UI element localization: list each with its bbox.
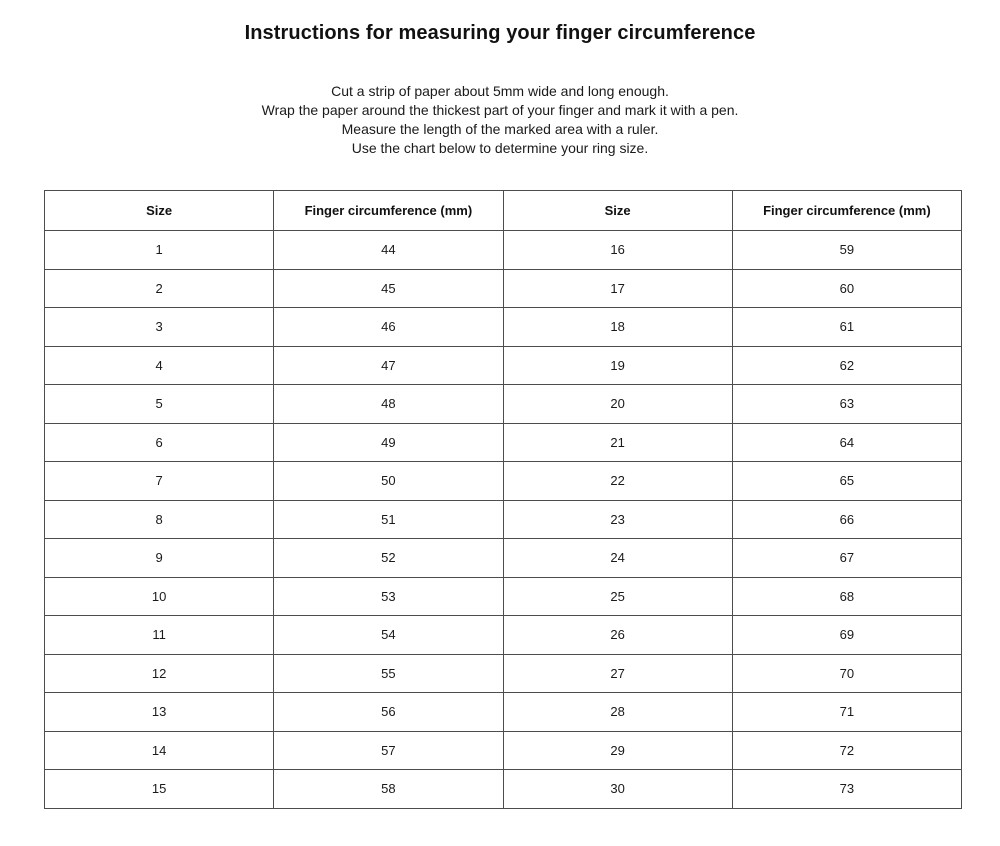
- header-row: [45, 191, 962, 231]
- table-cell: 66: [732, 500, 961, 539]
- table-cell: 53: [274, 577, 503, 616]
- table-cell: 8: [45, 500, 274, 539]
- table-cell: 14: [45, 731, 274, 770]
- table-row: [45, 385, 962, 424]
- table-cell: 5: [45, 385, 274, 424]
- table-cell: 3: [45, 308, 274, 347]
- table-cell: 55: [274, 654, 503, 693]
- table-cell: 45: [274, 269, 503, 308]
- table-cell: 23: [503, 500, 732, 539]
- table-cell: 22: [503, 462, 732, 501]
- table-row: [45, 654, 962, 693]
- table-cell: 12: [45, 654, 274, 693]
- table-cell: 9: [45, 539, 274, 578]
- table-cell: 49: [274, 423, 503, 462]
- table-cell: 47: [274, 346, 503, 385]
- table-cell: 4: [45, 346, 274, 385]
- header-circumference-left: Finger circumference (mm): [274, 191, 503, 231]
- table-cell: 73: [732, 770, 961, 809]
- table-row: [45, 693, 962, 732]
- table-row: [45, 500, 962, 539]
- instruction-line-3: Measure the length of the marked area with a ruler.: [341, 121, 659, 137]
- table-cell: 65: [732, 462, 961, 501]
- header-size-right: Size: [503, 191, 732, 231]
- instructions-block: [0, 82, 1000, 158]
- table-cell: 13: [45, 693, 274, 732]
- table-cell: 68: [732, 577, 961, 616]
- table-cell: 17: [503, 269, 732, 308]
- table-cell: 69: [732, 616, 961, 655]
- table-cell: 1: [45, 231, 274, 270]
- table-row: [45, 231, 962, 270]
- table-cell: 64: [732, 423, 961, 462]
- table-cell: 48: [274, 385, 503, 424]
- table-cell: 51: [274, 500, 503, 539]
- header-size-left: Size: [45, 191, 274, 231]
- table-row: [45, 346, 962, 385]
- table-row: [45, 308, 962, 347]
- table-row: [45, 423, 962, 462]
- table-cell: 7: [45, 462, 274, 501]
- size-chart-container: [44, 190, 962, 809]
- table-cell: 56: [274, 693, 503, 732]
- table-cell: 15: [45, 770, 274, 809]
- table-cell: 44: [274, 231, 503, 270]
- table-cell: 29: [503, 731, 732, 770]
- instruction-line-1: Cut a strip of paper about 5mm wide and long enough.: [331, 83, 669, 99]
- page-title: Instructions for measuring your finger circumference: [244, 22, 756, 44]
- table-cell: 10: [45, 577, 274, 616]
- table-row: [45, 462, 962, 501]
- table-cell: 24: [503, 539, 732, 578]
- instruction-line-2: Wrap the paper around the thickest part of your finger and mark it with a pen.: [261, 102, 739, 118]
- header-circumference-right: Finger circumference (mm): [732, 191, 961, 231]
- table-cell: 72: [732, 731, 961, 770]
- table-cell: 62: [732, 346, 961, 385]
- table-cell: 71: [732, 693, 961, 732]
- table-cell: 58: [274, 770, 503, 809]
- table-row: [45, 269, 962, 308]
- table-cell: 11: [45, 616, 274, 655]
- table-cell: 70: [732, 654, 961, 693]
- table-cell: 50: [274, 462, 503, 501]
- table-row: [45, 616, 962, 655]
- table-row: [45, 577, 962, 616]
- table-row: [45, 770, 962, 809]
- instruction-line-4: Use the chart below to determine your ring size.: [351, 140, 649, 156]
- table-cell: 54: [274, 616, 503, 655]
- table-cell: 28: [503, 693, 732, 732]
- table-cell: 16: [503, 231, 732, 270]
- table-cell: 67: [732, 539, 961, 578]
- size-table-body: [45, 231, 962, 809]
- table-cell: 21: [503, 423, 732, 462]
- table-cell: 19: [503, 346, 732, 385]
- table-cell: 26: [503, 616, 732, 655]
- table-cell: 61: [732, 308, 961, 347]
- table-cell: 59: [732, 231, 961, 270]
- table-cell: 52: [274, 539, 503, 578]
- table-cell: 63: [732, 385, 961, 424]
- table-cell: 18: [503, 308, 732, 347]
- table-cell: 27: [503, 654, 732, 693]
- table-cell: 30: [503, 770, 732, 809]
- table-cell: 2: [45, 269, 274, 308]
- size-table-head: [45, 191, 962, 231]
- table-cell: 25: [503, 577, 732, 616]
- table-row: [45, 539, 962, 578]
- table-cell: 60: [732, 269, 961, 308]
- ring-size-table: [44, 190, 962, 809]
- table-cell: 20: [503, 385, 732, 424]
- table-cell: 46: [274, 308, 503, 347]
- table-cell: 6: [45, 423, 274, 462]
- table-cell: 57: [274, 731, 503, 770]
- table-row: [45, 731, 962, 770]
